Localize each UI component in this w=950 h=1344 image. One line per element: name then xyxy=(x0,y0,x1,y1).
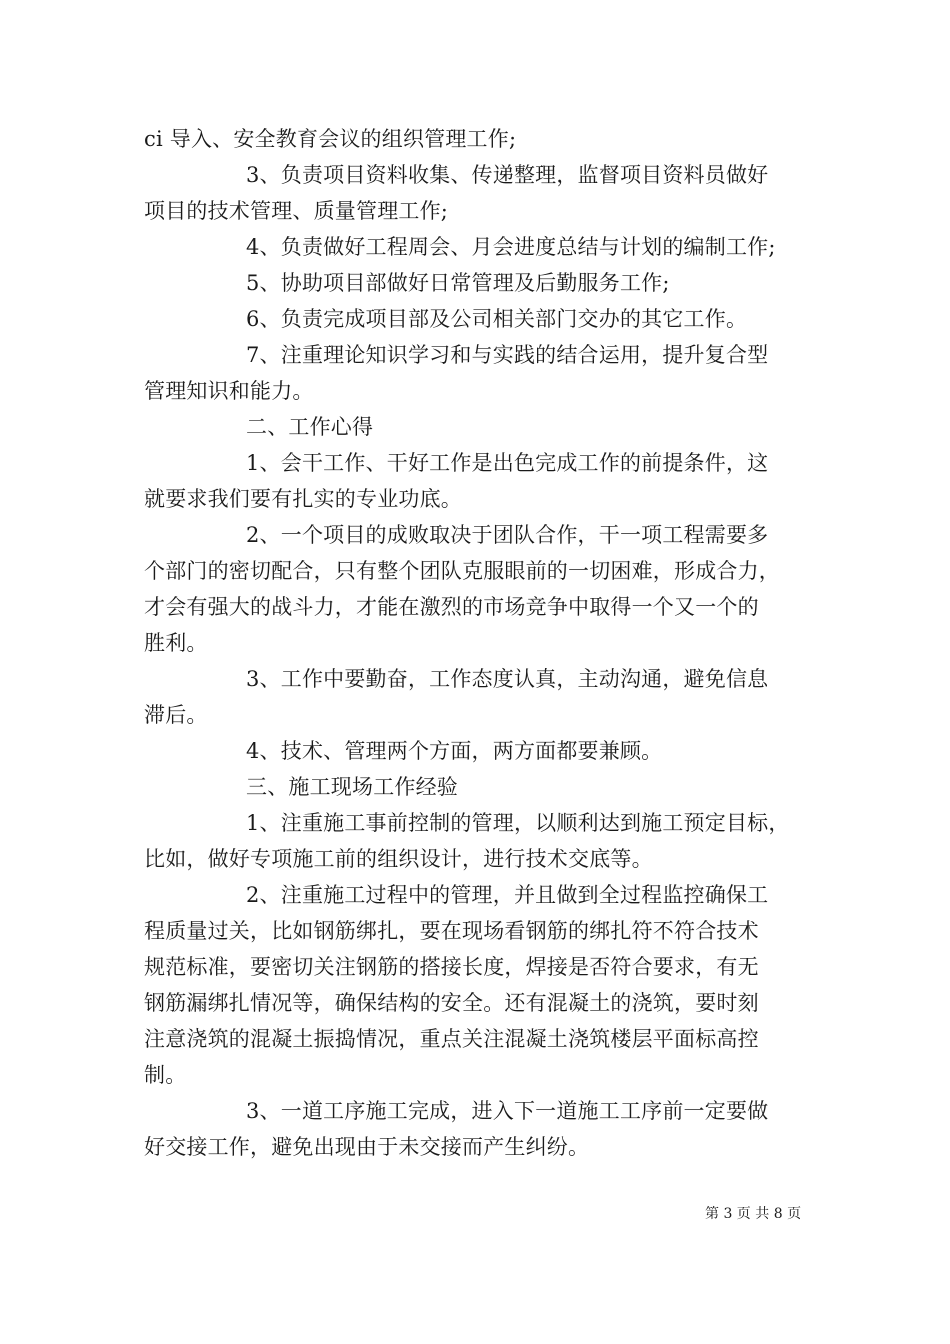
text-line: 7、注重理论知识学习和与实践的结合运用，提升复合型 xyxy=(246,343,769,367)
document-body xyxy=(144,121,814,1165)
text-line: 4、技术、管理两个方面，两方面都要兼顾。 xyxy=(246,739,663,763)
text-line: 比如，做好专项施工前的组织设计，进行技术交底等。 xyxy=(144,847,653,871)
text-line: 滞后。 xyxy=(144,703,208,727)
text-line: 2、一个项目的成败取决于团队合作，干一项工程需要多 xyxy=(246,523,769,547)
text-line: 就要求我们要有扎实的专业功底。 xyxy=(144,487,462,511)
section-heading: 三、施工现场工作经验 xyxy=(246,775,458,799)
text-line: 好交接工作，避免出现由于未交接而产生纠纷。 xyxy=(144,1135,590,1159)
text-line: 2、注重施工过程中的管理，并且做到全过程监控确保工 xyxy=(246,883,769,907)
text-line: 1、会干工作、干好工作是出色完成工作的前提条件，这 xyxy=(246,451,769,475)
text-line: 注意浇筑的混凝土振捣情况，重点关注混凝土浇筑楼层平面标高控 xyxy=(144,1027,759,1051)
text-line: 4、负责做好工程周会、月会进度总结与计划的编制工作; xyxy=(246,235,776,259)
text-line: 3、一道工序施工完成，进入下一道施工工序前一定要做 xyxy=(246,1099,769,1123)
text-line: 制。 xyxy=(144,1063,187,1087)
section-heading: 二、工作心得 xyxy=(246,415,374,439)
text-line: 1、注重施工事前控制的管理，以顺利达到施工预定目标， xyxy=(246,811,790,835)
text-line: 6、负责完成项目部及公司相关部门交办的其它工作。 xyxy=(246,307,748,331)
page-number: 第 3 页 共 8 页 xyxy=(705,1206,802,1222)
text-line: 3、负责项目资料收集、传递整理，监督项目资料员做好 xyxy=(246,163,769,187)
text-line: 5、协助项目部做好日常管理及后勤服务工作; xyxy=(246,271,670,295)
text-line: 规范标准，要密切关注钢筋的搭接长度，焊接是否符合要求，有无 xyxy=(144,955,759,979)
text-line: 才会有强大的战斗力，才能在激烈的市场竞争中取得一个又一个的 xyxy=(144,595,759,619)
text-line: 项目的技术管理、质量管理工作; xyxy=(144,199,449,223)
text-line: ci 导入、安全教育会议的组织管理工作; xyxy=(144,127,517,151)
text-line: 3、工作中要勤奋，工作态度认真，主动沟通，避免信息 xyxy=(246,667,769,691)
text-line: 管理知识和能力。 xyxy=(144,379,314,403)
text-line: 个部门的密切配合，只有整个团队克服眼前的一切困难，形成合力， xyxy=(144,559,780,583)
text-line: 程质量过关，比如钢筋绑扎，要在现场看钢筋的绑扎符不符合技术 xyxy=(144,919,759,943)
text-line: 钢筋漏绑扎情况等，确保结构的安全。还有混凝土的浇筑，要时刻 xyxy=(144,991,759,1015)
text-line: 胜利。 xyxy=(144,631,208,655)
